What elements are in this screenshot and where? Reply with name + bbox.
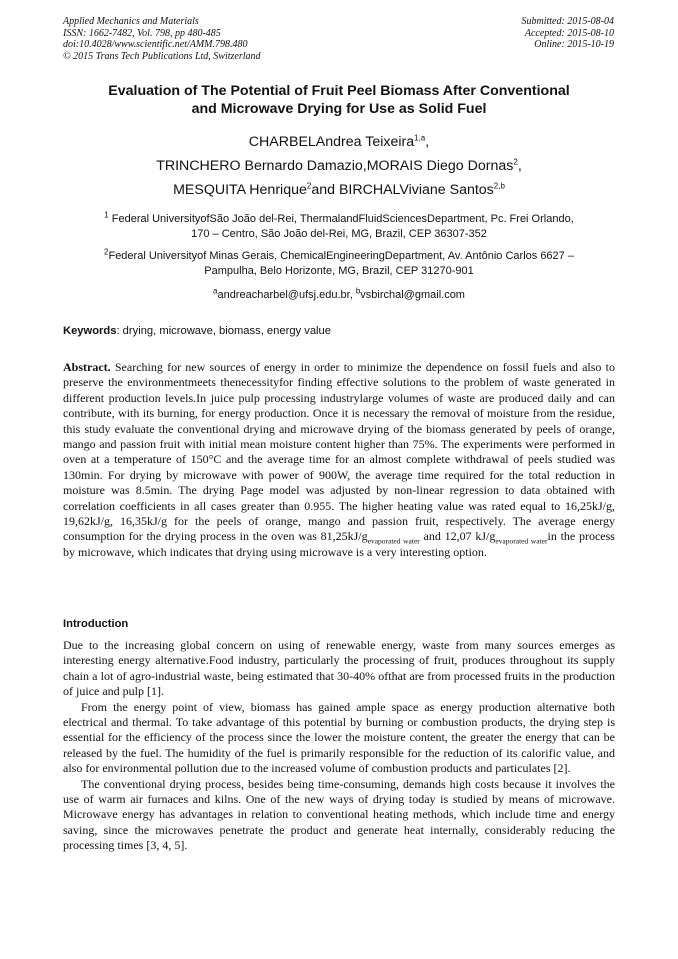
abstract-text-3: in the process by microwave, which indicates that drying using microwave is a very interesting option. xyxy=(63,529,615,559)
author-charbel: CHARBELAndrea Teixeira xyxy=(248,134,415,150)
submitted-date: Submitted: 2015-08-04 xyxy=(521,16,614,27)
intro-paragraph-2: From the energy point of view, biomass has gained ample space as energy production alternative both electrical and thermal. To take advantage of this potential by burning or combustion products, the drying step is essential for the efficiency of the process since the lower the moisture content, the greater the energy that can be released by the fuel. The humidity of the fuel is primarily responsible for the reduction of its calorific value, and also for environmental pollution due to the increased volume of combustion products and particulates [2]. xyxy=(63,699,615,776)
journal-name: Applied Mechanics and Materials xyxy=(63,16,199,27)
affiliation-2-sup: 2 xyxy=(104,247,109,257)
online-date: Online: 2015-10-19 xyxy=(534,39,614,50)
affiliation-2-text: Federal Universityof Minas Gerais, ChemicalEngineeringDepartment, Av. Antônio Carlos 6627 – xyxy=(108,250,574,262)
author-list xyxy=(63,130,615,202)
author-charbel-sup: 1,a xyxy=(414,133,426,143)
email-a-sup: a xyxy=(213,286,218,296)
author-line-1-trail: , xyxy=(425,134,430,150)
author-birchal: and BIRCHALViviane Santos xyxy=(311,182,494,198)
author-mesquita: MESQUITA Henrique xyxy=(173,182,307,198)
author-line-2-trail: , xyxy=(517,158,522,174)
author-mesquita-sup: 2 xyxy=(306,181,312,191)
abstract-sub-1: evaporated water xyxy=(367,536,420,546)
affiliation-1-line-1 xyxy=(63,212,615,227)
keywords xyxy=(63,324,615,338)
author-emails xyxy=(63,288,615,302)
accepted-date: Accepted: 2015-08-10 xyxy=(524,27,614,39)
author-line-3 xyxy=(63,178,615,202)
copyright-line: © 2015 Trans Tech Publications Ltd, Switzerland xyxy=(63,50,261,62)
keywords-text: : drying, microwave, biomass, energy value xyxy=(116,325,331,337)
introduction-heading: Introduction xyxy=(63,618,129,630)
paper-title xyxy=(63,82,615,118)
abstract-text-1: Searching for new sources of energy in order to minimize the dependence on fossil fuels and also to preserve the environmentmeets thenecessityfor finding effective solutions to the problem of waste generated in different production levels.In juice pulp processing industrylarge volumes of waste are produced daily and can contribute, with its burning, for energy production. Once it is necessary the removal of moisture from the residue, this study evaluate the conventional drying and microwave drying of the biomass generated by peels of orange, mango and passion fruit with initial mean moisture content higher than 75%. The experiments were performed in oven at a temperature of 150°C and the average time for an almost complete withdrawal of peels studied was 130min. For drying by microwave with power of 900W, the average time required for the total reduction in moisture was 8.5min. The drying Page model was adjusted by non-linear regression to data obtained with correlation coefficients in all cases greater than 0.955. The higher heating value was rated equal to 16,25kJ/g, 19,62kJ/g, 16,35kJ/g for the peels of orange, mango and passion fruit, respectively. The average energy consumption for the drying process in the oven was 81,25kJ/g xyxy=(63,360,615,544)
doi-line[interactable]: doi:10.4028/www.scientific.net/AMM.798.480 xyxy=(63,39,248,50)
email-b[interactable]: vsbirchal@gmail.com xyxy=(360,289,465,301)
abstract xyxy=(63,360,615,560)
affiliation-2-line-1 xyxy=(63,249,615,264)
title-line-1: Evaluation of The Potential of Fruit Peel Biomass After Conventional xyxy=(108,83,570,99)
author-trinchero-morais: TRINCHERO Bernardo Damazio,MORAIS Diego Dornas xyxy=(156,158,514,174)
abstract-sub-2: evaporated water xyxy=(495,536,548,546)
journal-header xyxy=(63,16,261,62)
affiliation-2 xyxy=(63,249,615,278)
intro-paragraph-1: Due to the increasing global concern on using of renewable energy, waste from many sources emerges as interesting energy alternative.Food industry, particularly the processing of fruit, produces throughout its supply chain a lot of agro-industrial waste, being estimated that 30-40% ofthat are from processed fruits in the production of juice and pulp [1]. xyxy=(63,638,615,699)
abstract-text-2: and 12,07 kJ/g xyxy=(419,529,496,544)
affiliation-1-text: Federal UniversityofSão João del-Rei, ThermalandFluidSciencesDepartment, Pc. Frei Orlando, xyxy=(108,213,574,225)
affiliation-1 xyxy=(63,212,615,241)
affiliation-2-line-2: Pampulha, Belo Horizonte, MG, Brazil, CEP 31270-901 xyxy=(204,264,474,277)
abstract-label: Abstract. xyxy=(63,360,111,374)
issn-line: ISSN: 1662-7482, Vol. 798, pp 480-485 xyxy=(63,27,221,39)
email-a[interactable]: andreacharbel@ufsj.edu.br, xyxy=(217,289,356,301)
affiliation-1-line-2: 170 – Centro, São João del-Rei, MG, Brazil, CEP 36307-352 xyxy=(191,227,487,240)
author-morais-sup: 2 xyxy=(513,157,518,167)
author-line-1 xyxy=(63,130,615,154)
keywords-label: Keywords xyxy=(63,325,117,337)
introduction-body xyxy=(63,638,615,854)
affiliation-1-sup: 1 xyxy=(104,210,109,220)
email-b-sup: b xyxy=(355,286,361,296)
intro-paragraph-3: The conventional drying process, besides being time-consuming, demands high costs because it involves the use of warm air furnaces and kilns. One of the new ways of drying today is studied by means of microwave. Microwave energy has advantages in relation to conventional heating methods, which include time and energy saving, since the microwaves penetrate the product and generate heat internally, considerably reducing the processing times [3, 4, 5]. xyxy=(63,776,615,853)
title-line-2: and Microwave Drying for Use as Solid Fuel xyxy=(191,101,487,117)
author-birchal-sup: 2,b xyxy=(493,181,505,191)
dates-header xyxy=(522,16,615,51)
author-line-2 xyxy=(63,154,615,178)
